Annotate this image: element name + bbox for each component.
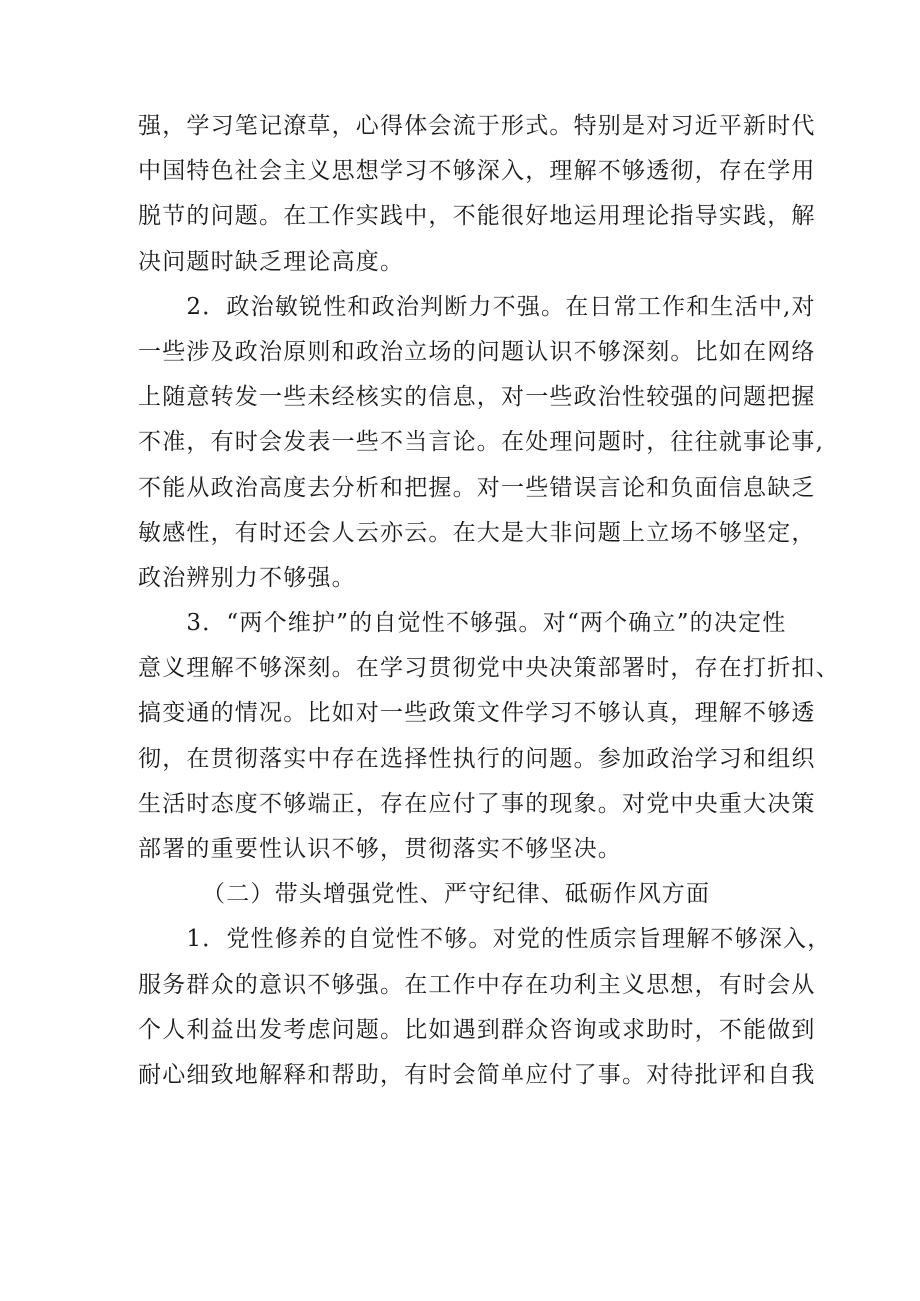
text-line: 耐心细致地解释和帮助，有时会简单应付了事。对待批评和自我 xyxy=(138,1061,816,1088)
text-line: 部署的重要性认识不够，贯彻落实不够坚决。 xyxy=(138,836,622,862)
text-line: 决问题时缺乏理论高度。 xyxy=(138,248,405,275)
text-line: 一些涉及政治原则和政治立场的问题认识不够深刻。比如在网络 xyxy=(138,338,816,365)
text-line: 搞变通的情况。比如对一些政策文件学习不够认真，理解不够透 xyxy=(138,700,816,727)
text-line: 生活时态度不够端正，存在应付了事的现象。对党中央重大决策 xyxy=(138,790,816,817)
text-line: 3．“两个维护”的自觉性不够强。对“两个确立”的决定性 xyxy=(138,610,787,637)
text-line: 上随意转发一些未经核实的信息，对一些政治性较强的问题把握 xyxy=(138,384,816,411)
text-line: 中国特色社会主义思想学习不够深入，理解不够透彻，存在学用 xyxy=(138,158,816,185)
text-line: 意义理解不够深刻。在学习贯彻党中央决策部署时，存在打折扣、 xyxy=(138,655,840,682)
text-line: 不能从政治高度去分析和把握。对一些错误言论和负面信息缺乏 xyxy=(138,474,816,501)
text-line: 敏感性，有时还会人云亦云。在大是大非问题上立场不够坚定， xyxy=(138,519,816,546)
section-heading: （二）带头增强党性、严守纪律、砥砺作风方面 xyxy=(202,881,711,908)
text-line: 脱节的问题。在工作实践中，不能很好地运用理论指导实践，解 xyxy=(138,203,816,230)
text-line: 强，学习笔记潦草，心得体会流于形式。特别是对习近平新时代 xyxy=(138,113,816,139)
text-line: 2．政治敏锐性和政治判断力不强。在日常工作和生活中,对 xyxy=(138,293,816,320)
text-line: 1．党性修养的自觉性不够。对党的性质宗旨理解不够深入， xyxy=(138,926,832,953)
text-line: 个人利益出发考虑问题。比如遇到群众咨询或求助时，不能做到 xyxy=(138,1016,816,1043)
text-line: 服务群众的意识不够强。在工作中存在功利主义思想，有时会从 xyxy=(138,971,816,998)
document-body xyxy=(138,104,840,1098)
text-line: 政治辨别力不够强。 xyxy=(138,564,356,591)
text-line: 彻，在贯彻落实中存在选择性执行的问题。参加政治学习和组织 xyxy=(138,745,816,772)
text-line: 不准，有时会发表一些不当言论。在处理问题时，往往就事论事, xyxy=(138,429,825,456)
